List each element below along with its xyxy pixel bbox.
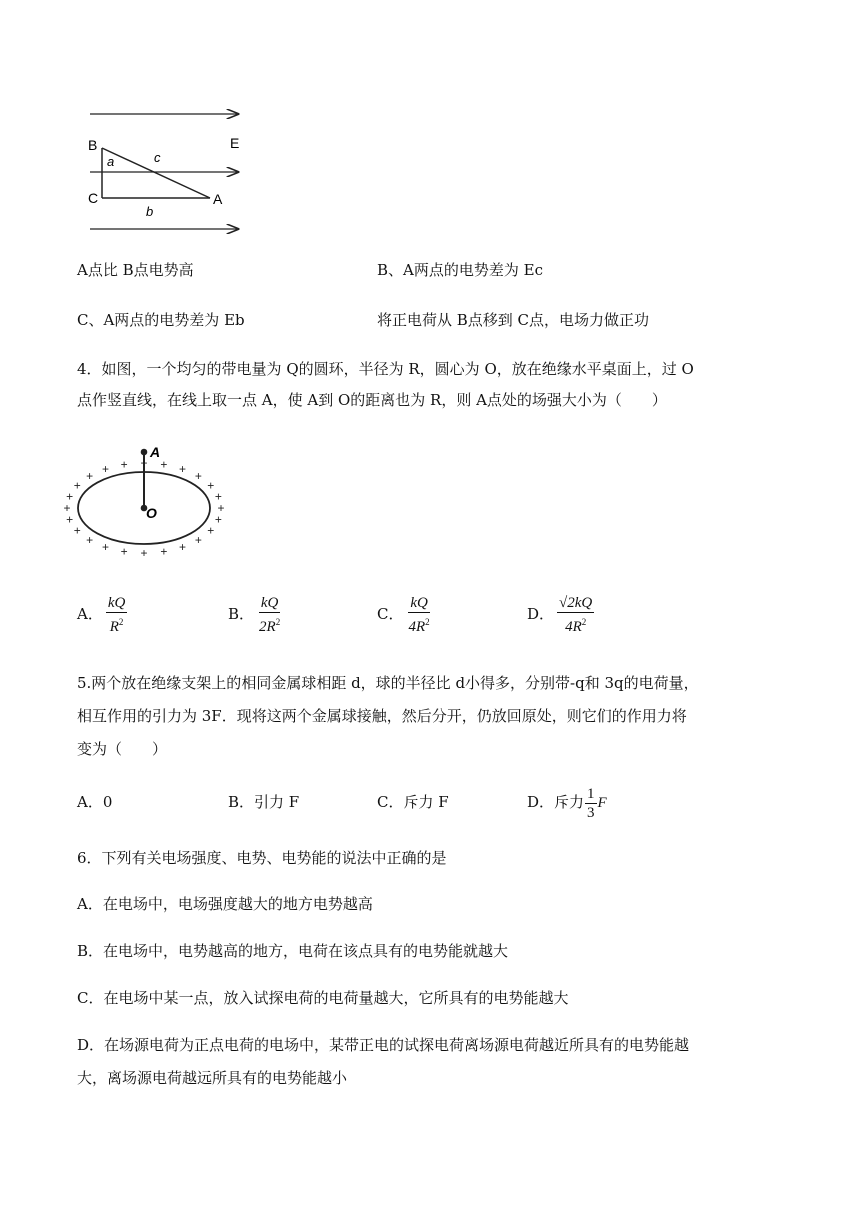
q4-option-d-fraction [557, 594, 594, 636]
plus-charge: + [86, 469, 94, 484]
plus-charge: + [160, 544, 168, 559]
point-a-label: A [213, 191, 223, 207]
plus-charge: + [140, 546, 148, 560]
q4-option-c [377, 594, 435, 636]
q5-option-d [527, 783, 607, 822]
q3-option-c: C、A两点的电势差为 Eb [77, 311, 245, 329]
q4-stem-line2: 点作竖直线，在线上取一点 A，使 A到 O的距离也为 R，则 A点处的场强大小为（ ） [77, 391, 667, 409]
q4-option-d [527, 594, 597, 636]
numerator: √2kQ [559, 595, 593, 611]
q5-option-d-fraction [585, 785, 597, 822]
q4-stem-line1: 4．如图，一个均匀的带电量为 Q的圆环，半径为 R，圆心为 O，放在绝缘水平桌面上，过 O [77, 360, 694, 378]
plus-charge: + [178, 540, 187, 554]
denominator-base: 4R [565, 619, 582, 635]
numerator: kQ [260, 595, 279, 611]
q4-option-b-fraction [257, 594, 282, 636]
q4-option-d-label: D． [527, 605, 555, 623]
q4-option-c-fraction [406, 594, 431, 636]
q3-option-a: A点比 B点电势高 [77, 261, 194, 279]
plus-charge: + [214, 512, 222, 527]
point-b-label: B [88, 137, 98, 153]
plus-charge: + [178, 462, 187, 476]
numerator: kQ [107, 595, 126, 611]
plus-charge: + [73, 478, 81, 493]
denominator [563, 613, 588, 636]
q4-option-b [228, 594, 285, 636]
plus-charge: + [73, 523, 81, 538]
q4-option-a-fraction [106, 594, 128, 636]
plus-charge: + [120, 457, 128, 472]
q5-option-a [77, 791, 112, 813]
side-b-label: b [146, 204, 154, 219]
plus-charge: + [160, 457, 168, 472]
charged-ring-figure [63, 440, 226, 562]
plus-charge: + [86, 532, 94, 547]
q5-option-b [228, 791, 299, 813]
plus-charge: + [120, 544, 128, 559]
q5-option-d-label: D． [527, 793, 555, 811]
q6-option-d-line1: D．在场源电荷为正点电荷的电场中，某带正电的试探电荷离场源电荷越近所具有的电势能越 [77, 1036, 690, 1054]
q5-option-b-label: B． [228, 793, 255, 811]
denominator: 3 [587, 804, 595, 821]
point-c-label: C [88, 190, 99, 206]
q5-option-a-text: 0 [102, 793, 113, 811]
q3-option-b: B、A两点的电势差为 Ec [377, 261, 543, 279]
q4-option-a-label: A． [77, 605, 103, 623]
q6-option-a: A．在电场中，电场强度越大的地方电势越高 [77, 895, 373, 913]
q5-option-c-text: 斥力 F [403, 793, 449, 811]
plus-charge: + [66, 512, 74, 527]
q6-stem: 6．下列有关电场强度、电势、电势能的说法中正确的是 [77, 849, 447, 867]
plus-charge: + [140, 456, 148, 470]
plus-charge: + [101, 540, 110, 554]
center-o-label: O [146, 505, 157, 521]
exponent: 2 [275, 617, 281, 627]
q6-option-c: C．在电场中某一点，放入试探电荷的电荷量越大，它所具有的电势能越大 [77, 989, 569, 1007]
side-a-label: a [107, 154, 115, 169]
side-c-label: c [154, 150, 161, 165]
exponent: 2 [425, 617, 430, 627]
q5-option-c-label: C． [377, 793, 404, 811]
numerator: 1 [587, 785, 595, 802]
q5-option-a-label: A． [77, 793, 103, 811]
field-e-label: E [230, 135, 240, 151]
denominator [406, 613, 431, 636]
plus-charge: + [207, 523, 215, 538]
point-a-label: A [150, 444, 161, 460]
numerator: kQ [410, 595, 428, 611]
q4-option-b-label: B． [228, 605, 255, 623]
q6-option-d-line2: 大，离场源电荷越远所具有的电势能越小 [77, 1069, 348, 1087]
denominator-base: 2R [259, 619, 276, 635]
denominator [108, 613, 126, 636]
q5-option-c [377, 791, 449, 813]
q5-option-d-text: 斥力 [554, 793, 585, 811]
denominator [257, 613, 282, 636]
q5-option-b-text: 引力 F [254, 793, 300, 811]
q5-stem-line3: 变为（ ） [77, 740, 168, 758]
denominator-base: 4R [408, 619, 426, 635]
plus-charge: + [214, 489, 222, 504]
plus-charge: + [194, 532, 202, 547]
plus-charge: + [194, 469, 202, 484]
q3-option-d: 将正电荷从 B点移到 C点，电场力做正功 [377, 311, 650, 329]
q6-option-b: B．在电场中，电势越高的地方，电荷在该点具有的电势能就越大 [77, 942, 509, 960]
plus-charge: + [63, 501, 71, 515]
exponent: 2 [581, 617, 587, 627]
q5-stem-line1: 5.两个放在绝缘支架上的相同金属球相距 d，球的半径比 d小得多，分别带-q和 3q的电荷量， [77, 674, 699, 692]
plus-charge: + [101, 462, 110, 476]
field-triangle-figure [80, 100, 260, 240]
point-a-dot [141, 449, 148, 456]
exponent: 2 [118, 617, 124, 627]
denominator-base: R [109, 619, 119, 635]
q5-stem-line2: 相互作用的引力为 3F．现将这两个金属球接触，然后分开，仍放回原处，则它们的作用力将 [77, 707, 687, 725]
q4-option-a [77, 594, 130, 636]
plus-charge: + [217, 501, 225, 515]
q4-option-c-label: C． [377, 605, 404, 623]
plus-charge: + [66, 489, 74, 504]
plus-charge: + [207, 478, 215, 493]
q5-option-d-after: F [597, 795, 607, 811]
